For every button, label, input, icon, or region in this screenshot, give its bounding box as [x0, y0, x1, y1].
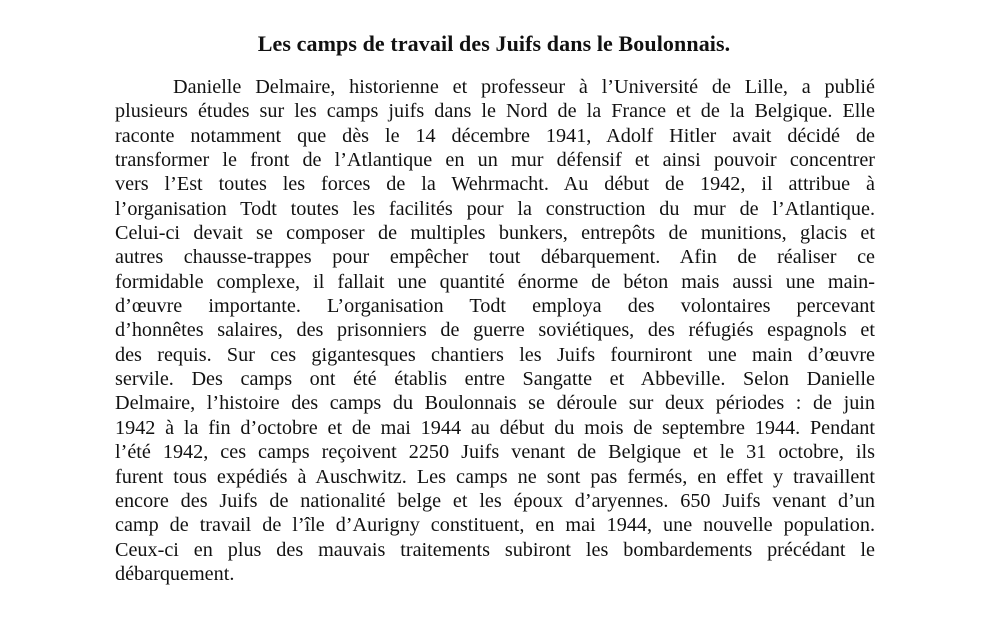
text-line: servile. Des camps ont été établis entre Sangatte et Abbeville. Selon Danielle: [115, 368, 875, 391]
text-line: autres chausse-trappes pour empêcher tout débarquement. Afin de réaliser ce: [115, 246, 875, 269]
text-line: Danielle Delmaire, historienne et professeur à l’Université de Lille, a publié: [173, 76, 875, 98]
text-line: d’œuvre importante. L’organisation Todt employa des volontaires percevant: [115, 295, 875, 318]
text-line: l’été 1942, ces camps reçoivent 2250 Juifs venant de Belgique et le 31 octobre, ils: [115, 441, 875, 464]
text-line: raconte notamment que dès le 14 décembre 1941, Adolf Hitler avait décidé de: [115, 124, 875, 147]
text-line: formidable complexe, il fallait une quantité énorme de béton mais aussi une main-: [115, 270, 875, 293]
text-line: furent tous expédiés à Auschwitz. Les camps ne sont pas fermés, en effet y travaillent: [115, 465, 875, 488]
text-line: transformer le front de l’Atlantique en un mur défensif et ainsi pouvoir concentrer: [115, 149, 875, 172]
text-line: débarquement.: [115, 562, 235, 585]
document-body: [115, 75, 875, 586]
document-title: Les camps de travail des Juifs dans le Boulonnais.: [257, 31, 731, 56]
text-line: encore des Juifs de nationalité belge et les époux d’aryennes. 650 Juifs venant d’un: [115, 489, 875, 512]
text-line: Ceux-ci en plus des mauvais traitements subiront les bombardements précédant le: [115, 538, 875, 561]
text-line: l’organisation Todt toutes les facilités pour la construction du mur de l’Atlantique.: [115, 197, 875, 220]
text-line: des requis. Sur ces gigantesques chantiers les Juifs fourniront une main d’œuvre: [115, 343, 875, 366]
text-line: Delmaire, l’histoire des camps du Boulonnais se déroule sur deux périodes : de juin: [115, 392, 875, 415]
text-line: d’honnêtes salaires, des prisonniers de guerre soviétiques, des réfugiés espagnols et: [115, 319, 875, 342]
text-line: 1942 à la fin d’octobre et de mai 1944 au début du mois de septembre 1944. Pendant: [115, 416, 875, 439]
text-line: plusieurs études sur les camps juifs dans le Nord de la France et de la Belgique. Elle: [115, 100, 875, 123]
text-line: camp de travail de l’île d’Aurigny constituent, en mai 1944, une nouvelle population.: [115, 514, 875, 537]
text-line: vers l’Est toutes les forces de la Wehrmacht. Au début de 1942, il attribue à: [115, 173, 875, 196]
text-line: Celui-ci devait se composer de multiples bunkers, entrepôts de munitions, glacis et: [115, 222, 875, 245]
